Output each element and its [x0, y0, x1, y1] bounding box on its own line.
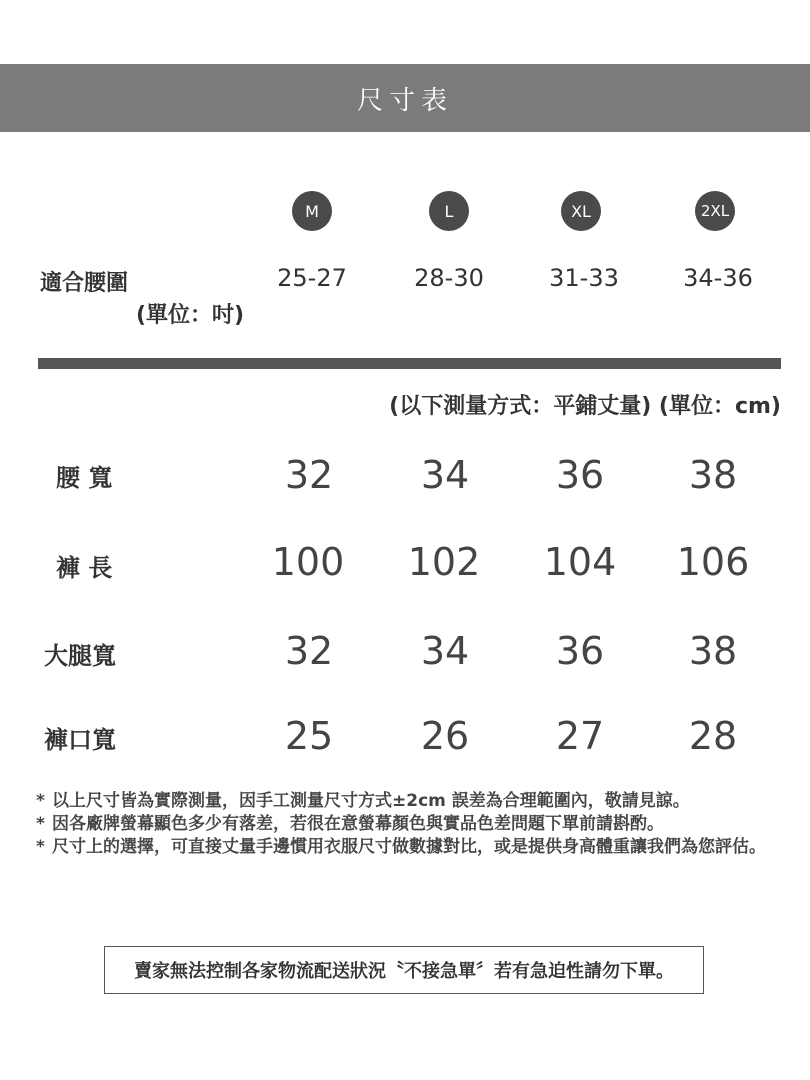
cell-leg-opening-xl: 27: [555, 714, 605, 758]
note-item: [36, 836, 796, 859]
size-badge-xl: XL: [561, 191, 601, 231]
note-item: [36, 813, 796, 836]
note-text: 因各廠牌螢幕顯色多少有落差，若很在意螢幕顏色與實品色差問題下單前請斟酌。: [52, 814, 664, 834]
note-item: [36, 790, 796, 813]
page-title-bar: [0, 64, 810, 132]
waist-fit-value-2xl: 34-36: [683, 264, 753, 292]
note-text: 尺寸上的選擇，可直接丈量手邊慣用衣服尺寸做數據對比，或是提供身高體重讓我們為您評估。: [52, 837, 766, 857]
row-label-leg-opening: 褲口寬: [44, 726, 116, 754]
size-badge-2xl: 2XL: [695, 191, 735, 231]
note-text: 以上尺寸皆為實際測量，因手工測量尺寸方式±2cm 誤差為合理範圍內，敬請見諒。: [52, 791, 690, 811]
cell-leg-opening-m: 25: [284, 714, 334, 758]
cell-leg-opening-2xl: 28: [688, 714, 738, 758]
cell-pants-length-l: 102: [407, 540, 481, 584]
shipping-notice-box: [104, 946, 704, 994]
cell-thigh-width-2xl: 38: [688, 629, 738, 673]
note-asterisk: *: [36, 814, 45, 834]
shipping-notice-text: 賣家無法控制各家物流配送狀況〝不接急單〞若有急迫性請勿下單。: [134, 961, 674, 982]
cell-pants-length-xl: 104: [543, 540, 617, 584]
page-title: 尺寸表: [356, 85, 453, 116]
row-label-pants-length: 褲 長: [56, 554, 113, 582]
waist-fit-value-xl: 31-33: [549, 264, 619, 292]
cell-thigh-width-xl: 36: [555, 629, 605, 673]
note-asterisk: *: [36, 791, 45, 811]
cell-waist-width-2xl: 38: [688, 453, 738, 497]
section-divider: [38, 358, 781, 369]
size-badge-m: M: [292, 191, 332, 231]
cell-thigh-width-m: 32: [284, 629, 334, 673]
measurement-method-note: (以下測量方式：平鋪丈量) (單位：cm): [389, 394, 781, 419]
note-asterisk: *: [36, 837, 45, 857]
row-label-thigh-width: 大腿寬: [44, 642, 116, 670]
waist-fit-value-l: 28-30: [414, 264, 484, 292]
cell-thigh-width-l: 34: [420, 629, 470, 673]
cell-waist-width-m: 32: [284, 453, 334, 497]
waist-fit-value-m: 25-27: [277, 264, 347, 292]
cell-pants-length-m: 100: [271, 540, 345, 584]
cell-pants-length-2xl: 106: [676, 540, 750, 584]
cell-waist-width-xl: 36: [555, 453, 605, 497]
waist-fit-unit: (單位：吋): [136, 303, 245, 328]
notes-list: [36, 790, 796, 859]
waist-fit-label: 適合腰圍: [40, 271, 129, 296]
cell-leg-opening-l: 26: [420, 714, 470, 758]
cell-waist-width-l: 34: [420, 453, 470, 497]
row-label-waist-width: 腰 寬: [56, 464, 113, 492]
size-badge-l: L: [429, 191, 469, 231]
